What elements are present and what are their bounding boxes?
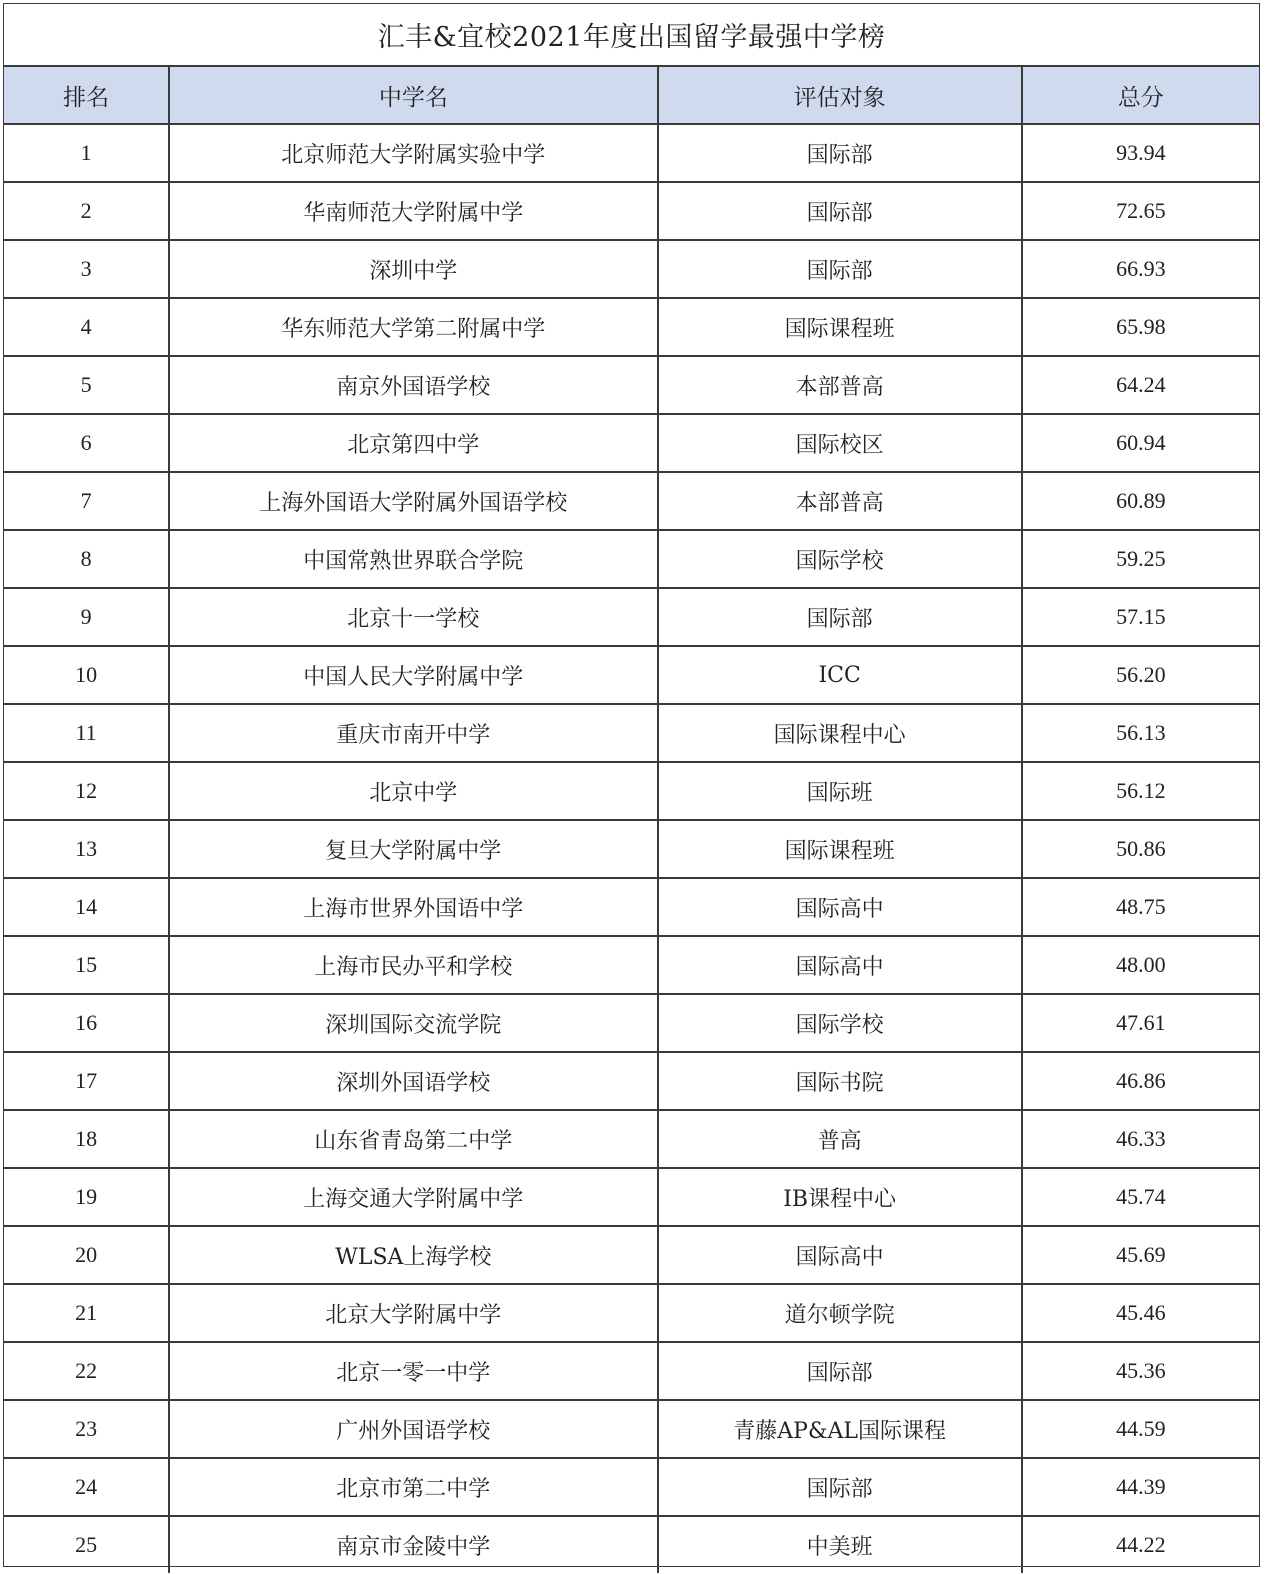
school-name-cell: 南京外国语学校 <box>169 356 657 414</box>
rank-cell: 21 <box>4 1284 169 1342</box>
school-name-cell: 重庆市南开中学 <box>169 704 657 762</box>
rank-cell: 1 <box>4 124 169 182</box>
school-name-cell: 广州外国语学校 <box>169 1400 657 1458</box>
school-name-cell: 北京大学附属中学 <box>169 1284 657 1342</box>
rank-cell: 4 <box>4 298 169 356</box>
school-name-cell: 上海交通大学附属中学 <box>169 1168 657 1226</box>
rank-cell: 25 <box>4 1516 169 1573</box>
school-name-cell: 上海市世界外国语中学 <box>169 878 657 936</box>
evaluation-target-cell: 本部普高 <box>658 472 1022 530</box>
evaluation-target-cell: 国际高中 <box>658 936 1022 994</box>
rank-cell: 23 <box>4 1400 169 1458</box>
school-name-cell: 北京第四中学 <box>169 414 657 472</box>
evaluation-target-cell: 国际部 <box>658 1458 1022 1516</box>
evaluation-target-cell: 国际校区 <box>658 414 1022 472</box>
table-row <box>4 820 1259 878</box>
evaluation-target-cell: 国际学校 <box>658 530 1022 588</box>
score-cell: 59.25 <box>1022 530 1259 588</box>
school-name-cell: 中国人民大学附属中学 <box>169 646 657 704</box>
school-name-cell: WLSA上海学校 <box>169 1226 657 1284</box>
school-name-cell: 深圳国际交流学院 <box>169 994 657 1052</box>
evaluation-target-cell: 国际高中 <box>658 1226 1022 1284</box>
score-cell: 56.20 <box>1022 646 1259 704</box>
evaluation-target-cell: 国际部 <box>658 1342 1022 1400</box>
rank-cell: 17 <box>4 1052 169 1110</box>
evaluation-target-cell: 国际班 <box>658 762 1022 820</box>
table-row <box>4 1226 1259 1284</box>
score-cell: 60.89 <box>1022 472 1259 530</box>
evaluation-target-cell: 本部普高 <box>658 356 1022 414</box>
table-row <box>4 182 1259 240</box>
rank-cell: 24 <box>4 1458 169 1516</box>
score-cell: 65.98 <box>1022 298 1259 356</box>
rank-cell: 13 <box>4 820 169 878</box>
rank-cell: 6 <box>4 414 169 472</box>
table-row <box>4 124 1259 182</box>
school-name-cell: 北京中学 <box>169 762 657 820</box>
table-row <box>4 646 1259 704</box>
rank-cell: 15 <box>4 936 169 994</box>
score-cell: 50.86 <box>1022 820 1259 878</box>
table-row <box>4 356 1259 414</box>
evaluation-target-cell: 青藤AP&AL国际课程 <box>658 1400 1022 1458</box>
score-cell: 45.69 <box>1022 1226 1259 1284</box>
rank-cell: 11 <box>4 704 169 762</box>
evaluation-target-cell: 中美班 <box>658 1516 1022 1573</box>
score-cell: 57.15 <box>1022 588 1259 646</box>
rank-cell: 19 <box>4 1168 169 1226</box>
column-header-score: 总分 <box>1022 66 1259 124</box>
school-name-cell: 山东省青岛第二中学 <box>169 1110 657 1168</box>
evaluation-target-cell: 道尔顿学院 <box>658 1284 1022 1342</box>
rank-cell: 3 <box>4 240 169 298</box>
score-cell: 44.39 <box>1022 1458 1259 1516</box>
column-header-school: 中学名 <box>169 66 657 124</box>
score-cell: 44.22 <box>1116 1532 1166 1557</box>
evaluation-target-cell: IB课程中心 <box>658 1168 1022 1226</box>
table-row <box>4 472 1259 530</box>
table-row <box>4 298 1259 356</box>
score-cell: 45.46 <box>1022 1284 1259 1342</box>
evaluation-target-cell: 国际部 <box>658 182 1022 240</box>
school-name-cell: 南京市金陵中学 <box>169 1516 657 1573</box>
title-row <box>4 4 1259 66</box>
evaluation-target-cell: 国际高中 <box>658 878 1022 936</box>
rank-cell: 5 <box>4 356 169 414</box>
ranking-table-sheet <box>3 3 1260 1567</box>
table-title: 汇丰&宜校2021年度出国留学最强中学榜 <box>4 4 1259 66</box>
score-cell: 66.93 <box>1022 240 1259 298</box>
school-name-cell: 北京一零一中学 <box>169 1342 657 1400</box>
table-row <box>4 704 1259 762</box>
evaluation-target-cell: 国际课程中心 <box>658 704 1022 762</box>
evaluation-target-cell: 普高 <box>658 1110 1022 1168</box>
evaluation-target-cell: 国际部 <box>658 124 1022 182</box>
score-cell: 60.94 <box>1022 414 1259 472</box>
rank-cell: 8 <box>4 530 169 588</box>
score-cell: 47.61 <box>1022 994 1259 1052</box>
score-cell: 46.86 <box>1022 1052 1259 1110</box>
rank-cell: 9 <box>4 588 169 646</box>
school-name-cell: 复旦大学附属中学 <box>169 820 657 878</box>
column-header-target: 评估对象 <box>658 66 1022 124</box>
school-name-cell: 华南师范大学附属中学 <box>169 182 657 240</box>
score-cell: 48.75 <box>1022 878 1259 936</box>
score-cell: 45.74 <box>1022 1168 1259 1226</box>
rank-cell: 12 <box>4 762 169 820</box>
score-cell: 56.12 <box>1022 762 1259 820</box>
school-name-cell: 深圳外国语学校 <box>169 1052 657 1110</box>
score-cell: 72.65 <box>1022 182 1259 240</box>
table-row <box>4 240 1259 298</box>
column-header-rank: 排名 <box>4 66 169 124</box>
school-name-cell: 中国常熟世界联合学院 <box>169 530 657 588</box>
evaluation-target-cell: 国际部 <box>658 240 1022 298</box>
rank-cell: 14 <box>4 878 169 936</box>
table-body <box>4 124 1259 1573</box>
school-name-cell: 北京师范大学附属实验中学 <box>169 124 657 182</box>
score-cell: 93.94 <box>1022 124 1259 182</box>
school-name-cell: 上海外国语大学附属外国语学校 <box>169 472 657 530</box>
score-cell: 44.59 <box>1022 1400 1259 1458</box>
evaluation-target-cell: ICC <box>658 646 1022 704</box>
table-row <box>4 1284 1259 1342</box>
evaluation-target-cell: 国际部 <box>658 588 1022 646</box>
table-row <box>4 878 1259 936</box>
table-row <box>4 1052 1259 1110</box>
rank-cell: 10 <box>4 646 169 704</box>
rank-cell: 18 <box>4 1110 169 1168</box>
ranking-table <box>4 4 1259 1573</box>
table-row <box>4 1110 1259 1168</box>
table-row <box>4 414 1259 472</box>
rank-cell: 7 <box>4 472 169 530</box>
score-cell: 48.00 <box>1022 936 1259 994</box>
table-row <box>4 994 1259 1052</box>
table-row <box>4 762 1259 820</box>
school-name-cell: 北京市第二中学 <box>169 1458 657 1516</box>
score-cell: 45.36 <box>1022 1342 1259 1400</box>
table-row <box>4 1458 1259 1516</box>
evaluation-target-cell: 国际学校 <box>658 994 1022 1052</box>
rank-cell: 2 <box>4 182 169 240</box>
school-name-cell: 北京十一学校 <box>169 588 657 646</box>
school-name-cell: 上海市民办平和学校 <box>169 936 657 994</box>
table-row <box>4 1168 1259 1226</box>
table-row <box>4 1400 1259 1458</box>
table-row <box>4 936 1259 994</box>
score-cell: 46.33 <box>1022 1110 1259 1168</box>
school-name-cell: 深圳中学 <box>169 240 657 298</box>
score-cell: 64.24 <box>1022 356 1259 414</box>
evaluation-target-cell: 国际书院 <box>658 1052 1022 1110</box>
evaluation-target-cell: 国际课程班 <box>658 820 1022 878</box>
table-row <box>4 530 1259 588</box>
rank-cell: 20 <box>4 1226 169 1284</box>
table-row <box>4 1342 1259 1400</box>
rank-cell: 22 <box>4 1342 169 1400</box>
table-row <box>4 1516 1259 1573</box>
school-name-cell: 华东师范大学第二附属中学 <box>169 298 657 356</box>
header-row <box>4 66 1259 124</box>
table-row <box>4 588 1259 646</box>
score-cell: 56.13 <box>1022 704 1259 762</box>
rank-cell: 16 <box>4 994 169 1052</box>
evaluation-target-cell: 国际课程班 <box>658 298 1022 356</box>
